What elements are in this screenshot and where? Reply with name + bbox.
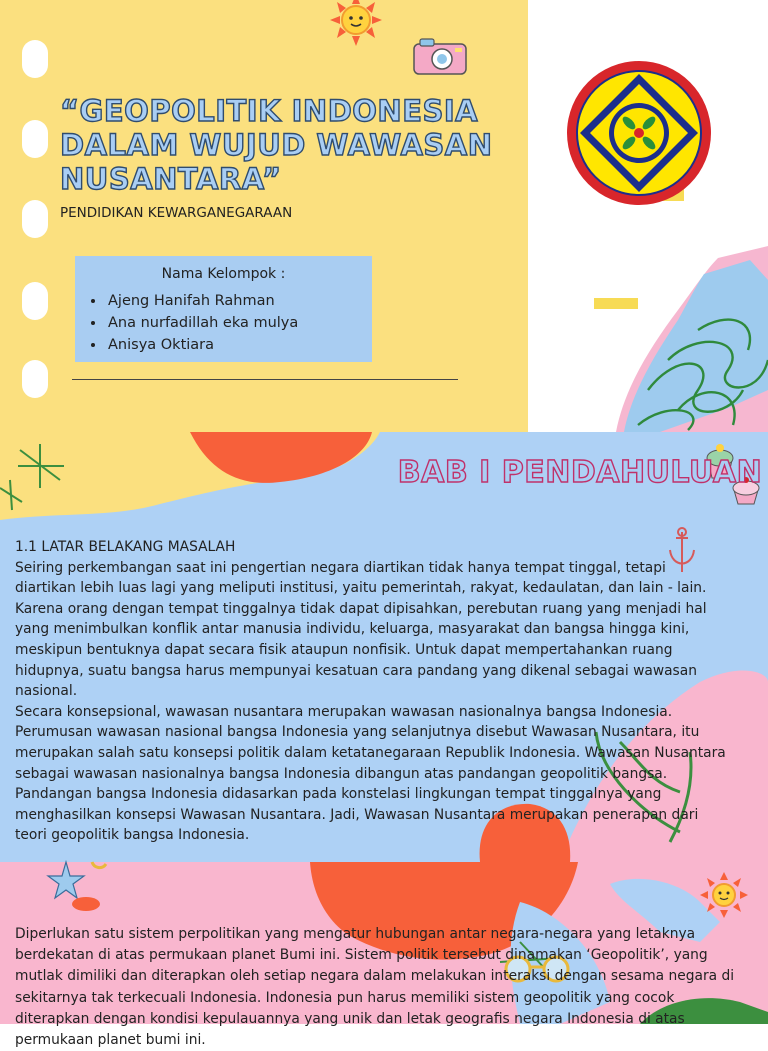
chapter-page <box>0 432 768 862</box>
member-item: • Ana nurfadillah eka mulya <box>106 312 298 334</box>
body-paragraph: Secara konsepsional, wawasan nusantara merupakan wawasan nasionalnya bangsa Indonesia. Perumusan wawasan nasional bangsa Indonesia yang selanjutnya disebut Wawasan Nusantara, itu merupakan salah satu konsepsi politik dalam ketatanegaraan Republik Indonesia. Wawasan Nusantara sebagai wawasan nasionalnya bangsa Indonesia dibangun atas pandangan geopolitik bangsa. Pandangan bangsa Indonesia didasarkan pada konstelasi lingkungan tempat tinggalnya yang menghasilkan konsepsi Wawasan Nusantara. Jadi, Wawasan Nusantara merupakan penerapan dari teori geopolitik bangsa Indonesia. <box>15 703 726 844</box>
group-members-box <box>75 256 372 362</box>
section-heading: 1.1 LATAR BELAKANG MASALAH <box>15 539 236 555</box>
abstract-mountain-shape <box>528 240 768 432</box>
cover-page <box>0 0 528 432</box>
camera-sticker-icon <box>410 36 470 78</box>
chapter-title: BAB I PENDAHULUAN <box>397 455 763 490</box>
chapter-body <box>15 537 730 846</box>
continuation-page <box>0 862 768 1049</box>
continuation-paragraph: Diperlukan satu sistem perpolitikan yang mengatur hubungan antar negara-negara yang letaknya berdekatan di atas permukaan planet Bumi ini. Sistem politik tersebut dinamakan ‘Geopolitik’, yang mutlak dimiliki dan diterapkan oleh setiap negara dalam melakukan interaksi dengan sesama negara di sekitarnya tak terkecuali Indonesia. Indonesia pun harus memiliki sistem geopolitik yang cocok diterapkan dengan kondisi kepulauannya yang unik dan letak geografis negara Indonesia di atas permukaan planet bumi ini. <box>15 926 735 1049</box>
group-heading: Nama Kelompok : <box>161 266 286 282</box>
body-paragraph: Seiring perkembangan saat ini pengertian negara diartikan tidak hanya tempat tinggal, tetapi diartikan lebih luas lagi yang meliputi institusi, yaitu pemerintah, rakyat, kedaulatan, dan lain - lain. Karena orang dengan tempat tinggalnya tidak dapat dipisahkan, perebutan ruang yang menjadi hal yang menimbulkan konflik antar manusia individu, keluarga, masyarakat dan bangsa hingga kini, meskipun bentuknya dapat secara fisik ataupun nonfisik. Untuk dapat mempertahankan ruang hidupnya, suatu bangsa harus mempunyai kesatuan cara pandang yang dikenal sebagai wawasan nasional. <box>15 559 707 700</box>
binder-hole <box>22 282 48 320</box>
binder-hole <box>22 360 48 398</box>
member-list <box>91 290 298 356</box>
sun-sticker-icon <box>700 872 748 918</box>
member-item: • Anisya Oktiara <box>106 334 298 356</box>
course-subtitle: PENDIDIKAN KEWARGANEGARAAN <box>60 205 293 221</box>
starfish-sticker-icon <box>44 862 114 918</box>
member-item: • Ajeng Hanifah Rahman <box>106 290 298 312</box>
binder-hole <box>22 200 48 238</box>
binder-hole <box>22 120 48 158</box>
sun-sticker-icon <box>325 0 387 50</box>
divider-line <box>72 379 458 380</box>
binder-hole <box>22 40 48 78</box>
document-title: “GEOPOLITIK INDONESIA DALAM WUJUD WAWASAN NUSANTARA” <box>60 94 493 196</box>
unpam-logo-icon <box>566 60 712 206</box>
